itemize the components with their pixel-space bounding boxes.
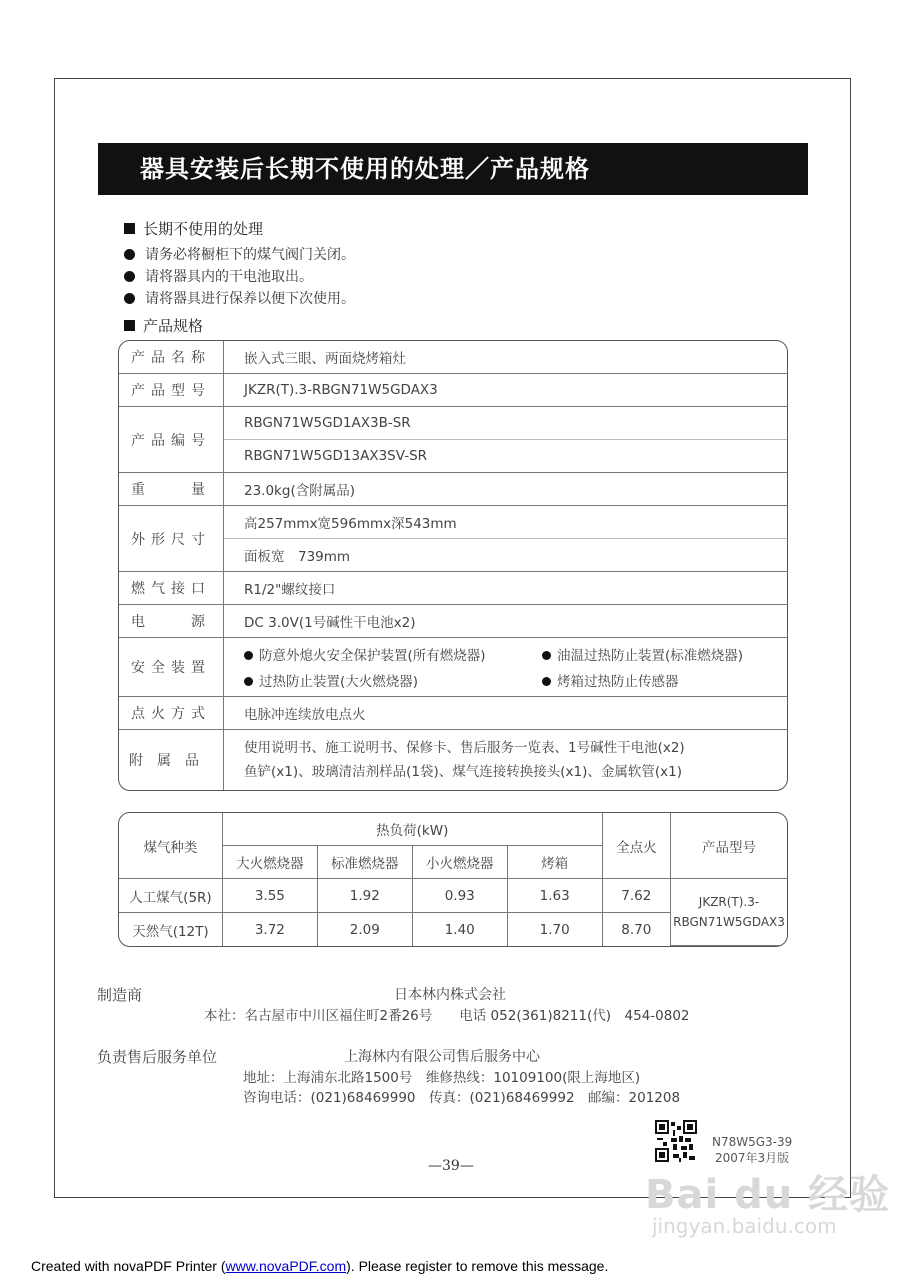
spec-key: 重 量 — [119, 473, 224, 506]
spec-key: 外形尺寸 — [119, 506, 224, 572]
document-info — [712, 1134, 792, 1166]
document-date: 2007年3月版 — [715, 1151, 790, 1165]
table-row — [119, 697, 787, 730]
total-cell: 7.62 — [603, 879, 671, 913]
page-title: 器具安装后长期不使用的处理／产品规格 — [98, 143, 808, 195]
square-bullet-icon — [124, 223, 135, 234]
table-row — [119, 813, 787, 846]
manufacturer-address: 本社：名古屋市中川区福住町2番26号 电话 052(361)8211(代) 454-0802 — [204, 1008, 690, 1024]
subheader: 烤箱 — [508, 846, 603, 879]
value-cell: 1.92 — [318, 879, 413, 913]
table-row — [119, 605, 787, 638]
safety-list — [244, 638, 787, 696]
manufacturer-name: 日本林内株式会社 — [394, 987, 506, 1003]
spec-value: 嵌入式三眼、两面烧烤箱灶 — [224, 341, 787, 374]
list-item: 请将器具内的干电池取出。 — [124, 266, 313, 286]
document-code: N78W5G3-39 — [712, 1135, 793, 1149]
spec-table — [118, 340, 788, 791]
list-item: 烤箱过热防止传感器 — [542, 670, 772, 690]
spec-key: 产品型号 — [119, 374, 224, 407]
bullet-icon — [244, 651, 253, 660]
section-heading-spec: 产品规格 — [124, 315, 203, 336]
bullet-icon — [124, 293, 135, 304]
service-contact: 咨询电话：(021)68469990 传真：(021)68469992 邮编：201208 — [243, 1090, 681, 1106]
spec-value: 23.0kg(含附属品) — [224, 473, 787, 506]
value-cell: 1.63 — [508, 879, 603, 913]
gas-cell: 天然气(12T) — [119, 913, 223, 946]
service-label: 负责售后服务单位 — [97, 1048, 218, 1066]
baidu-watermark: Bai du 经验 — [645, 1172, 891, 1218]
spec-key: 点火方式 — [119, 697, 224, 730]
bullet-icon — [542, 651, 551, 660]
spec-key: 电 源 — [119, 605, 224, 638]
table-row — [119, 572, 787, 605]
spec-value — [224, 638, 787, 697]
spec-value — [224, 730, 787, 790]
heat-load-table — [118, 812, 788, 947]
table-row — [119, 374, 787, 407]
spec-key: 产品名称 — [119, 341, 224, 374]
pdf-footer: Created with novaPDF Printer (www.novaPDF.com). Please register to remove this message. — [31, 1258, 609, 1274]
spec-key: 安全装置 — [119, 638, 224, 697]
spec-value: JKZR(T).3-RBGN71W5GDAX3 — [224, 374, 787, 407]
model-cell: JKZR(T).3- RBGN71W5GDAX3 — [671, 879, 787, 946]
header-all-on: 全点火 — [603, 813, 671, 879]
bullet-icon — [542, 677, 551, 686]
spec-key: 产品编号 — [119, 407, 224, 473]
manufacturer-label: 制造商 — [97, 986, 143, 1004]
novapdf-link[interactable]: www.novaPDF.com — [225, 1258, 347, 1274]
header-heat-load: 热负荷(kW) — [223, 813, 603, 846]
value-cell: 1.40 — [413, 913, 508, 946]
bullet-icon — [124, 271, 135, 282]
list-item: 防意外熄火安全保护装置(所有燃烧器) — [244, 644, 542, 664]
spec-value: R1/2"螺纹接口 — [224, 572, 787, 605]
table-row — [119, 638, 787, 697]
spec-value: RBGN71W5GD1AX3B-SR — [224, 407, 787, 440]
section-heading-long-term: 长期不使用的处理 — [124, 218, 263, 239]
bullet-icon — [244, 677, 253, 686]
spec-key: 附属品 — [119, 730, 224, 790]
value-cell: 1.70 — [508, 913, 603, 946]
page-number: —39— — [428, 1158, 474, 1174]
list-item: 请将器具进行保养以便下次使用。 — [124, 288, 355, 308]
accessory-list: 使用说明书、施工说明书、保修卡、售后服务一览表、1号碱性干电池(x2) 鱼铲(x1)、玻璃清洁剂样品(1袋)、煤气连接转换接头(x1)、金属软管(x1) — [244, 740, 685, 780]
header-model: 产品型号 — [671, 813, 787, 879]
subheader: 小火燃烧器 — [413, 846, 508, 879]
spec-value: 面板宽 739mm — [224, 539, 787, 572]
value-cell: 3.55 — [223, 879, 318, 913]
gas-cell: 人工煤气(5R) — [119, 879, 223, 913]
bullet-icon — [124, 249, 135, 260]
table-row — [119, 341, 787, 374]
value-cell: 2.09 — [318, 913, 413, 946]
spec-key: 燃气接口 — [119, 572, 224, 605]
spec-value: 高257mmx宽596mmx深543mm — [224, 506, 787, 539]
table-row — [119, 506, 787, 539]
watermark-url: jingyan.baidu.com — [652, 1214, 837, 1238]
table-row — [119, 730, 787, 790]
list-item: 请务必将橱柜下的煤气阀门关闭。 — [124, 244, 355, 264]
spec-value: 电脉冲连续放电点火 — [224, 697, 787, 730]
total-cell: 8.70 — [603, 913, 671, 946]
table-row — [119, 879, 787, 913]
table-row — [119, 407, 787, 440]
qr-code-icon — [655, 1120, 697, 1162]
spec-value: RBGN71W5GD13AX3SV-SR — [224, 440, 787, 473]
list-item: 过热防止装置(大火燃烧器) — [244, 670, 542, 690]
list-item: 油温过热防止装置(标准燃烧器) — [542, 644, 772, 664]
subheader: 标准燃烧器 — [318, 846, 413, 879]
service-name: 上海林内有限公司售后服务中心 — [344, 1049, 540, 1065]
table-row — [119, 473, 787, 506]
spec-value: DC 3.0V(1号碱性干电池x2) — [224, 605, 787, 638]
service-address: 地址：上海浦东北路1500号 维修热线：10109100(限上海地区) — [243, 1070, 641, 1086]
header-gas-type: 煤气种类 — [119, 813, 223, 879]
value-cell: 3.72 — [223, 913, 318, 946]
value-cell: 0.93 — [413, 879, 508, 913]
square-bullet-icon — [124, 320, 135, 331]
subheader: 大火燃烧器 — [223, 846, 318, 879]
